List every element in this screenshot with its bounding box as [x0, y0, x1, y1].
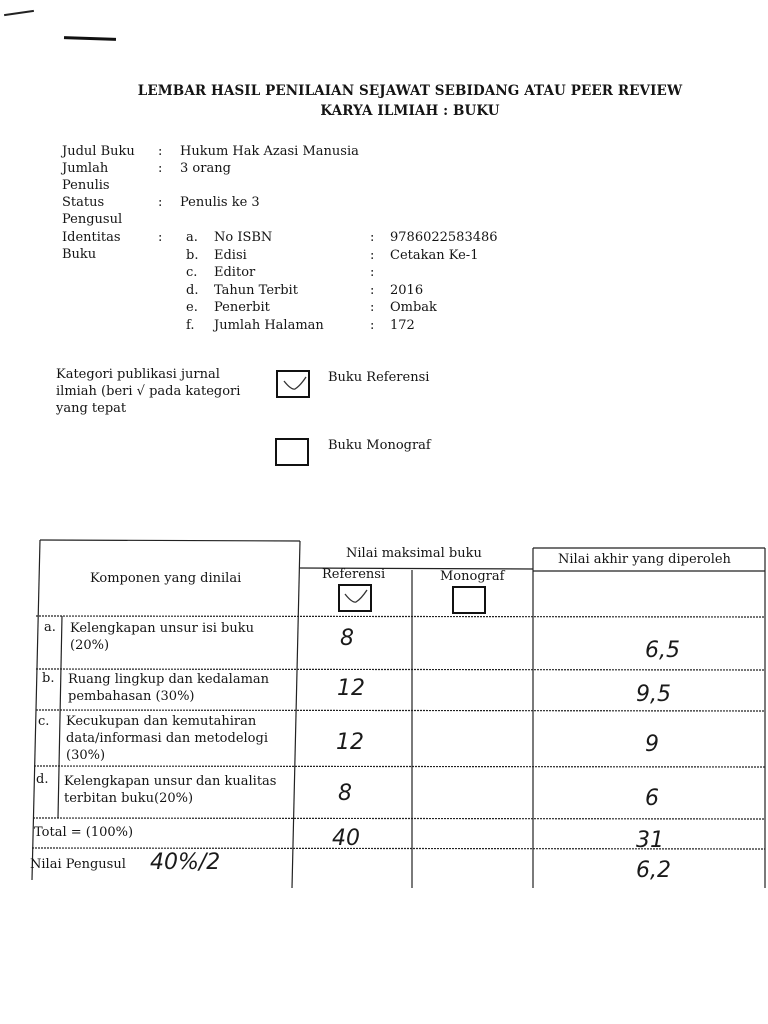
- check-mark-icon: [343, 588, 369, 606]
- identitas-label: No ISBN: [214, 230, 273, 245]
- pengusul-akhir-value: 6,2: [636, 858, 671, 883]
- row-letter: d.: [36, 772, 49, 787]
- row-letter: c.: [38, 714, 50, 729]
- judul-label: Judul Buku: [62, 144, 135, 159]
- identitas-value: Cetakan Ke-1: [390, 248, 479, 263]
- identitas-value: Ombak: [390, 300, 437, 315]
- pengusul-label: Nilai Pengusul: [30, 857, 126, 872]
- colon: :: [158, 161, 163, 176]
- row-max-value: 8: [340, 626, 354, 651]
- colon: :: [370, 283, 375, 298]
- judul-value: Hukum Hak Azasi Manusia: [180, 144, 359, 159]
- row-max-value: 12: [336, 730, 364, 755]
- colon: :: [158, 144, 163, 159]
- nilai-akhir-header: Nilai akhir yang diperoleh: [558, 552, 731, 567]
- row-letter: a.: [44, 620, 56, 635]
- identitas-letter: e.: [186, 300, 198, 315]
- status-label: Status Pengusul: [62, 195, 123, 227]
- identitas-label: Jumlah Halaman: [214, 318, 324, 333]
- total-label: Total = (100%): [34, 825, 134, 840]
- identitas-letter: d.: [186, 283, 199, 298]
- row-akhir-value: 6: [645, 786, 659, 811]
- identitas-value: 9786022583486: [390, 230, 498, 245]
- monograf-table-checkbox[interactable]: [452, 586, 486, 614]
- identitas-label: Penerbit: [214, 300, 270, 315]
- row-max-value: 8: [338, 781, 352, 806]
- row-text: Kelengkapan unsur dan kualitas terbitan buku(20%): [64, 774, 277, 806]
- colon: :: [370, 248, 375, 263]
- komponen-header: Komponen yang dinilai: [90, 571, 242, 586]
- colon: :: [158, 230, 163, 245]
- colon: :: [370, 230, 375, 245]
- identitas-label: Edisi: [214, 248, 247, 263]
- check-mark-icon: [282, 374, 308, 394]
- row-letter: b.: [42, 671, 55, 686]
- colon: :: [370, 318, 375, 333]
- referensi-header: Referensi: [322, 567, 386, 582]
- monograf-label: Buku Monograf: [328, 438, 431, 453]
- nilai-max-header: Nilai maksimal buku: [346, 546, 482, 561]
- identitas-label: Identitas Buku: [62, 230, 121, 262]
- row-text: Ruang lingkup dan kedalaman pembahasan (30%): [68, 672, 270, 704]
- total-akhir-value: 31: [636, 828, 664, 853]
- identitas-letter: a.: [186, 230, 198, 245]
- total-max-value: 40: [332, 826, 360, 851]
- row-akhir-value: 9: [645, 732, 659, 757]
- identitas-value: 172: [390, 318, 415, 333]
- row-akhir-value: 9,5: [636, 682, 671, 707]
- form-title: LEMBAR HASIL PENILAIAN SEJAWAT SEBIDANG ATAU PEER REVIEW: [137, 83, 683, 99]
- monograf-header: Monograf: [440, 569, 505, 584]
- colon: :: [370, 300, 375, 315]
- jumlah-value: 3 orang: [180, 161, 231, 176]
- form-subtitle: KARYA ILMIAH : BUKU: [320, 103, 500, 119]
- monograf-checkbox[interactable]: [275, 438, 309, 466]
- colon: :: [158, 195, 163, 210]
- pengusul-formula: 40%/2: [150, 850, 221, 875]
- identitas-value: 2016: [390, 283, 424, 298]
- identitas-label: Editor: [214, 265, 256, 280]
- row-text: Kelengkapan unsur isi buku (20%): [70, 621, 255, 653]
- kategori-label: Kategori publikasi jurnal ilmiah (beri √ pada kategori yang tepat: [56, 367, 241, 416]
- identitas-letter: b.: [186, 248, 199, 263]
- colon: :: [370, 265, 375, 280]
- identitas-label: Tahun Terbit: [214, 283, 298, 298]
- row-text: Kecukupan dan kemutahiran data/informasi dan metodelogi (30%): [66, 714, 268, 763]
- row-max-value: 12: [337, 676, 365, 701]
- scan-mark: [64, 36, 116, 41]
- identitas-letter: f.: [186, 318, 195, 333]
- scan-mark: [4, 10, 34, 16]
- identitas-letter: c.: [186, 265, 198, 280]
- referensi-label: Buku Referensi: [328, 370, 430, 385]
- row-akhir-value: 6,5: [645, 638, 680, 663]
- jumlah-label: Jumlah Penulis: [62, 161, 110, 193]
- status-value: Penulis ke 3: [180, 195, 260, 210]
